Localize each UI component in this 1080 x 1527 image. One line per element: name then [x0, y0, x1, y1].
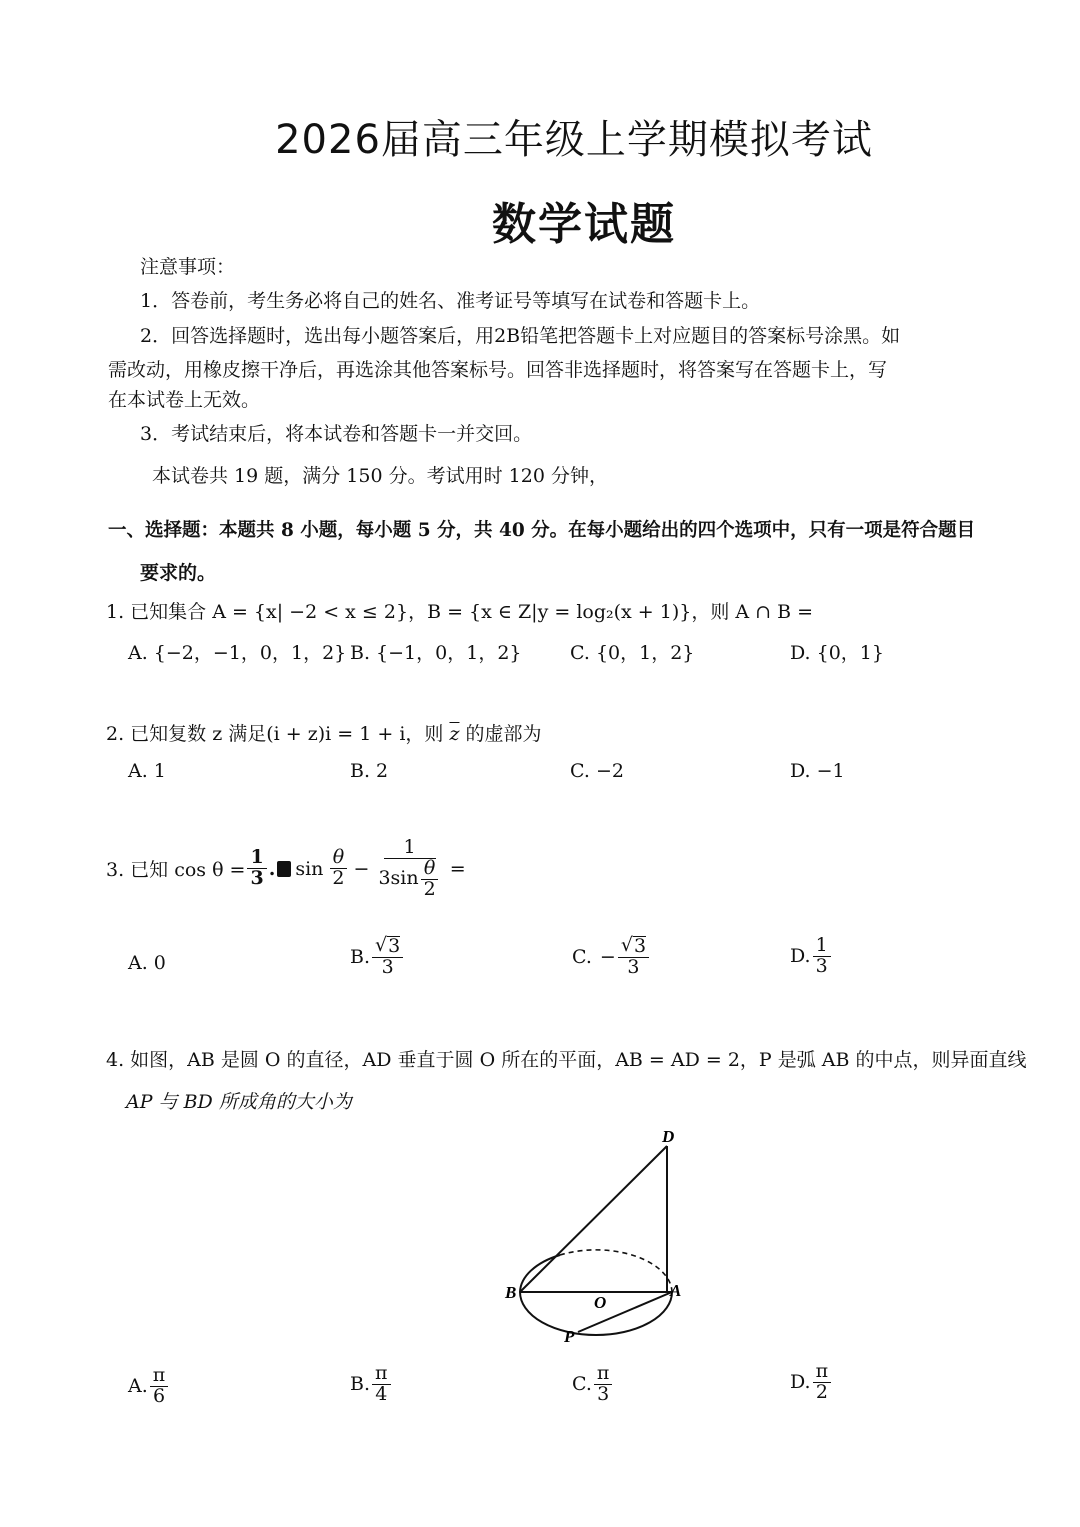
circle-back-arc-dashed — [560, 1250, 672, 1292]
question-4-option-b — [350, 1364, 393, 1405]
question-4-option-a-label: A. — [128, 1375, 148, 1398]
question-3-dot: . — [268, 857, 276, 880]
exam-subtitle: 数学试题 — [492, 199, 676, 250]
question-3-option-d-den: 3 — [815, 954, 828, 977]
question-3-half-num: θ — [330, 848, 347, 869]
question-3-reciprocal-num: 1 — [384, 838, 436, 859]
question-3-option-c-root: 3 — [633, 935, 647, 957]
question-4-option-c-fraction — [594, 1364, 613, 1405]
question-3-option-b — [350, 936, 405, 978]
question-3-option-c — [572, 936, 651, 978]
question-3-option-c-fraction — [618, 936, 649, 978]
question-3-option-b-den: 3 — [381, 955, 394, 978]
notice-item-2-line-3: 在本试卷上无效。 — [108, 389, 261, 411]
notice-item-2-line-1: 2．回答选择题时，选出每小题答案后，用2B铅笔把答题卡上对应题目的答案标号涂黑。如 — [140, 325, 901, 347]
question-4-figure — [500, 1120, 700, 1350]
question-3-option-b-fraction — [372, 936, 403, 978]
question-3-half-den: 2 — [332, 867, 345, 890]
question-4-option-d — [790, 1362, 833, 1403]
question-4-option-c — [572, 1364, 614, 1405]
question-3-given-num: 1 — [247, 848, 266, 869]
question-4-option-b-den: 4 — [375, 1382, 388, 1405]
question-2-option-d: D. −1 — [790, 760, 845, 782]
question-4-option-a — [128, 1366, 170, 1407]
figure-label-o: O — [594, 1293, 607, 1312]
question-3-option-c-sign: − — [599, 945, 616, 968]
question-4-option-b-fraction — [372, 1364, 391, 1405]
question-3-prefix: 3. 已知 cos θ = — [106, 859, 246, 882]
question-3-ink-blot — [277, 861, 291, 877]
figure-label-a: A — [670, 1281, 682, 1300]
section-1-heading-cont: 要求的。 — [140, 562, 217, 584]
question-4-option-a-fraction — [150, 1366, 169, 1407]
question-4-option-c-num: π — [594, 1364, 613, 1385]
question-3-option-d-label: D. — [790, 945, 811, 968]
question-3-option-b-root: 3 — [388, 935, 401, 957]
question-3-option-c-den: 3 — [627, 955, 640, 978]
question-3-reciprocal-den-half-den: 2 — [423, 877, 436, 900]
question-4-option-d-den: 2 — [815, 1380, 828, 1403]
exam-title: 2026届高三年级上学期模拟考试 — [275, 117, 873, 163]
question-4-option-b-label: B. — [350, 1373, 371, 1396]
figure-label-p: P — [564, 1327, 575, 1346]
question-4-option-a-den: 6 — [152, 1384, 166, 1407]
exam-summary: 本试卷共 19 题，满分 150 分。考试用时 120 分钟， — [152, 465, 608, 487]
question-3-option-d — [790, 936, 833, 977]
question-3-option-b-num: √ 3 — [372, 936, 403, 958]
question-2-option-c: C. −2 — [570, 760, 624, 782]
question-3-stem — [106, 838, 466, 900]
question-4-option-a-num: π — [150, 1366, 169, 1387]
question-4-stem-line-1: 4. 如图，AB 是圆 O 的直径，AD 垂直于圆 O 所在的平面，AB = AD = 2，P 是弧 AB 的中点，则异面直线 — [106, 1049, 1027, 1071]
notice-item-2-line-2: 需改动，用橡皮擦干净后，再选涂其他答案标号。回答非选择题时，将答案写在答题卡上，写 — [108, 359, 888, 381]
question-2-option-b: B. 2 — [350, 760, 389, 782]
question-2-stem-prefix: 2. 已知复数 z 满足(i + z)i = 1 + i，则 — [106, 723, 450, 745]
question-4-stem-line-2: AP 与 BD 所成角的大小为 — [126, 1091, 352, 1113]
question-2-stem — [106, 719, 542, 746]
question-3-given-den: 3 — [250, 867, 264, 890]
question-3-option-b-label: B. — [350, 945, 371, 968]
question-2-stem-suffix: 的虚部为 — [459, 723, 542, 745]
notice-heading: 注意事项： — [140, 256, 236, 278]
question-3-option-d-num: 1 — [813, 936, 831, 957]
figure-label-b: B — [505, 1283, 517, 1302]
question-1-option-a: A. {−2，−1，0，1，2} — [128, 642, 347, 664]
notice-item-1: 1．答卷前，考生务必将自己的姓名、准考证号等填写在试卷和答题卡上。 — [140, 290, 761, 312]
question-1-option-b: B. {−1，0，1，2} — [350, 642, 522, 664]
question-3-half-angle — [329, 848, 347, 889]
notice-item-3: 3．考试结束后，将本试卷和答题卡一并交回。 — [140, 423, 533, 445]
segment-bd — [520, 1146, 667, 1292]
question-3-reciprocal-den-half-num: θ — [421, 859, 438, 880]
question-3-reciprocal-den — [375, 856, 443, 900]
question-3-given-fraction — [247, 848, 266, 889]
question-4-option-c-label: C. — [572, 1373, 592, 1396]
question-3-equals: = — [449, 857, 466, 880]
question-3-reciprocal-den-prefix: 3sin — [378, 867, 419, 890]
question-3-option-c-num: √ 3 — [618, 936, 649, 958]
question-3-option-d-fraction — [813, 936, 831, 977]
figure-label-d: D — [662, 1127, 675, 1146]
question-2-conjugate-z: $\overline{z}$ — [449, 723, 460, 745]
question-3-reciprocal-fraction — [375, 838, 443, 900]
question-4-option-c-den: 3 — [597, 1382, 610, 1405]
question-4-option-b-num: π — [372, 1364, 391, 1385]
section-1-heading: 一、选择题：本题共 8 小题，每小题 5 分，共 40 分。在每小题给出的四个选项中，只有一项是符合题目 — [108, 520, 976, 541]
question-4-option-d-num: π — [813, 1362, 832, 1383]
question-3-sin-label: sin — [295, 857, 324, 880]
question-1-option-c: C. {0，1，2} — [570, 642, 695, 664]
question-3-option-a: A. 0 — [128, 952, 166, 974]
question-4-option-d-fraction — [813, 1362, 832, 1403]
question-1-stem: 1. 已知集合 A = {x| −2 < x ≤ 2}，B = {x ∈ Z|y = log₂(x + 1)}，则 A ∩ B = — [106, 601, 814, 623]
question-3-reciprocal-den-half — [421, 856, 439, 900]
question-3-option-c-label: C. — [572, 945, 592, 968]
question-4-option-d-label: D. — [790, 1371, 811, 1394]
question-2-option-a: A. 1 — [128, 760, 166, 782]
question-1-option-d: D. {0，1} — [790, 642, 884, 664]
segment-ap — [578, 1292, 672, 1332]
question-3-minus: − — [353, 857, 370, 880]
